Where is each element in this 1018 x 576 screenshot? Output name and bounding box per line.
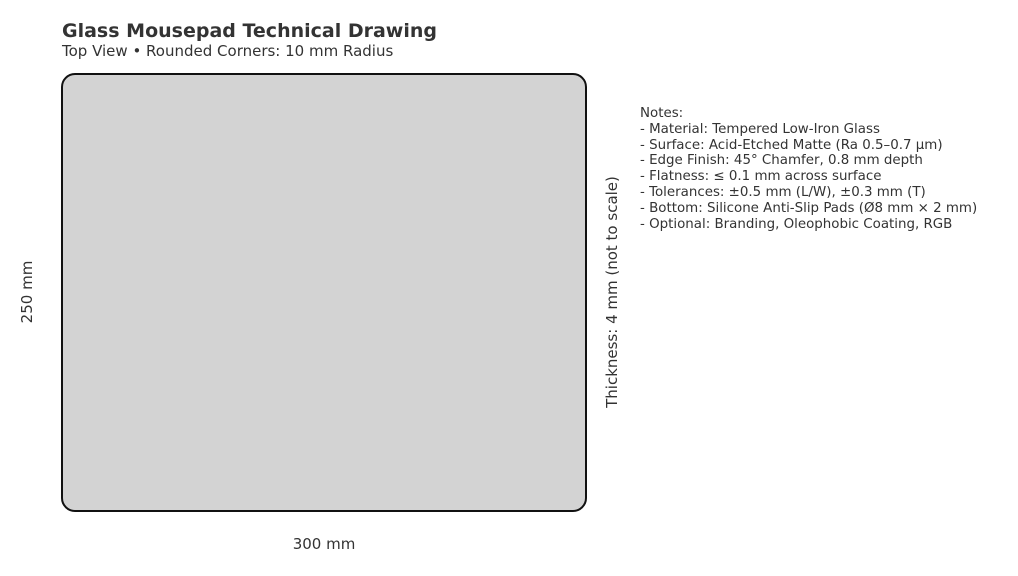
notes-block — [640, 106, 977, 232]
note-item: - Edge Finish: 45° Chamfer, 0.8 mm depth — [640, 153, 923, 169]
mousepad-top-view — [61, 73, 587, 512]
note-item: - Bottom: Silicone Anti-Slip Pads (Ø8 mm × 2 mm) — [640, 200, 978, 216]
note-item: - Surface: Acid-Etched Matte (Ra 0.5–0.7 µm) — [640, 137, 943, 153]
note-item: - Tolerances: ±0.5 mm (L/W), ±0.3 mm (T) — [640, 184, 926, 200]
drawing-subtitle: Top View • Rounded Corners: 10 mm Radius — [62, 42, 394, 60]
note-item: - Flatness: ≤ 0.1 mm across surface — [640, 169, 882, 185]
thickness-dimension-label: Thickness: 4 mm (not to scale) — [603, 176, 621, 408]
height-dimension-label: 250 mm — [18, 260, 36, 324]
width-dimension-label: 300 mm — [292, 535, 356, 553]
note-item: - Optional: Branding, Oleophobic Coating, RGB — [640, 216, 953, 232]
notes-heading: Notes: — [640, 106, 684, 121]
drawing-title: Glass Mousepad Technical Drawing — [62, 20, 437, 42]
note-item: - Material: Tempered Low-Iron Glass — [640, 121, 880, 137]
